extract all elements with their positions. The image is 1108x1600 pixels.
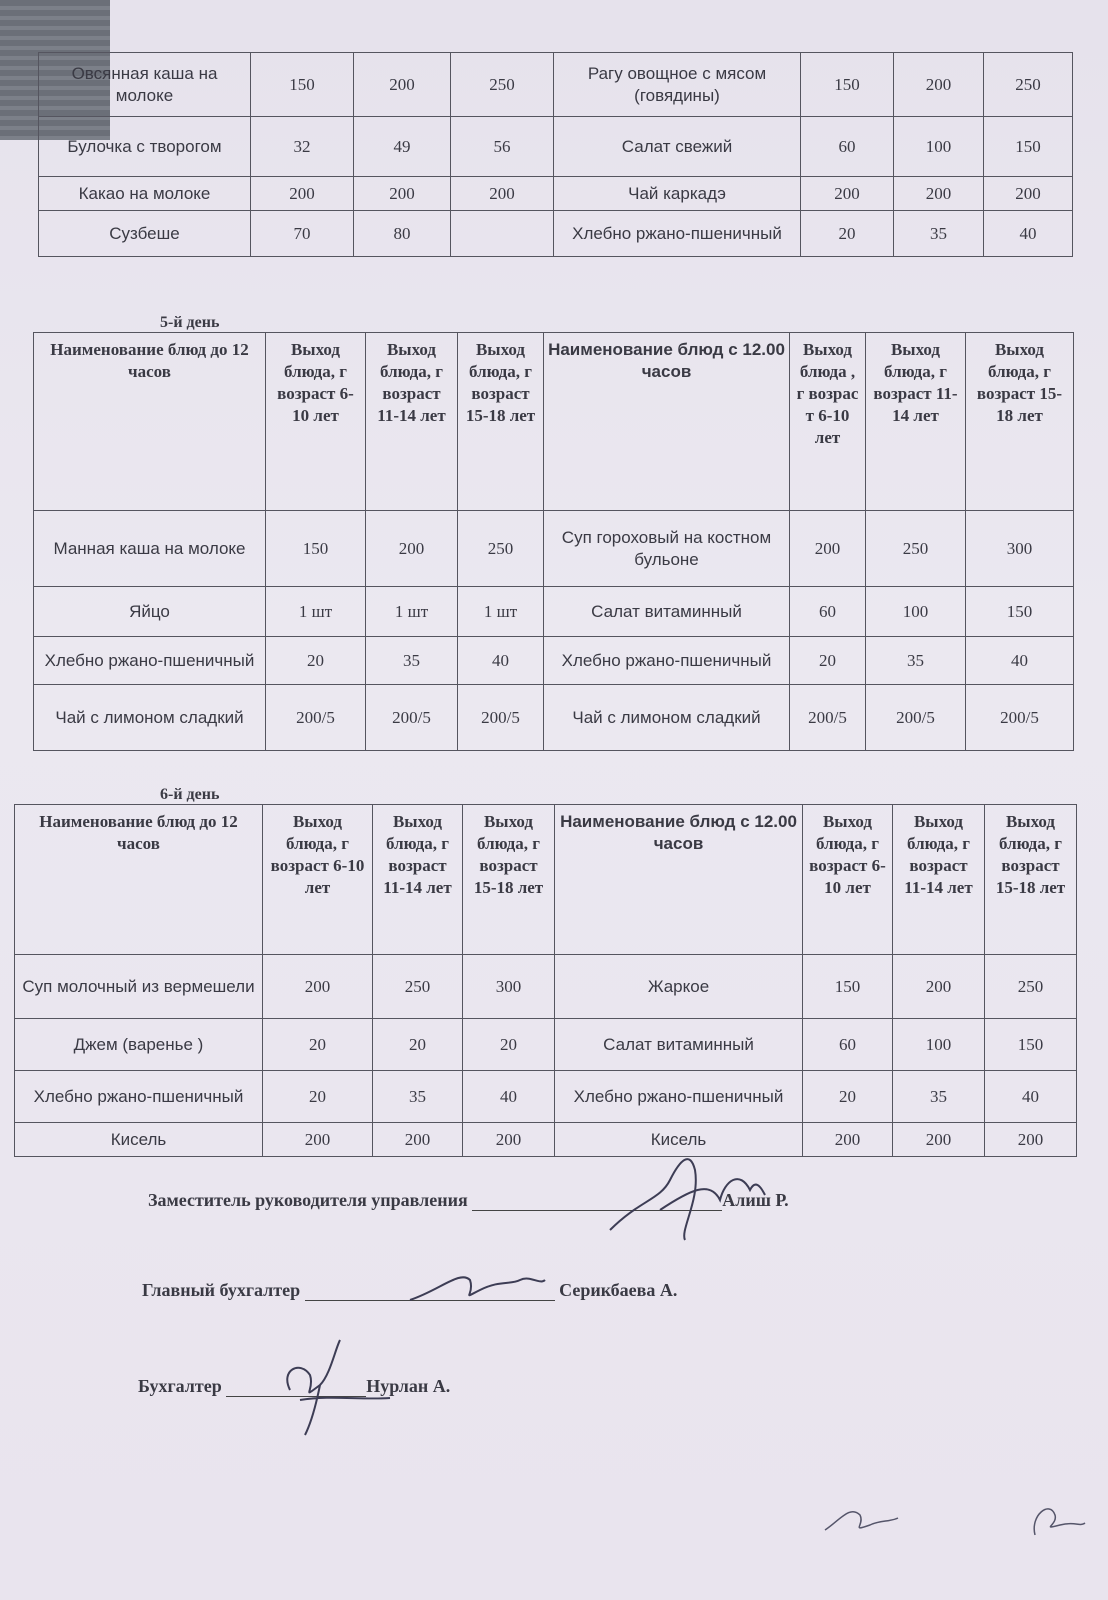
yield-cell: 100 — [866, 587, 966, 637]
yield-cell: 150 — [984, 117, 1073, 177]
yield-cell: 56 — [451, 117, 554, 177]
day5-row — [34, 511, 1074, 587]
yield-cell: 20 — [803, 1071, 893, 1123]
yield-cell: 40 — [463, 1071, 555, 1123]
day5-table — [33, 332, 1074, 751]
header-dish-afternoon: Наименование блюд с 12.00 часов — [555, 805, 803, 955]
dish-name-cell: Хлебно ржано-пшеничный — [554, 211, 801, 257]
chief-name: Серикбаева А. — [559, 1280, 678, 1300]
yield-cell: 20 — [790, 637, 866, 685]
dish-name-cell: Хлебно ржано-пшеничный — [15, 1071, 263, 1123]
yield-cell: 1 шт — [366, 587, 458, 637]
initials-mark-2 — [1020, 1495, 1090, 1540]
yield-cell: 35 — [373, 1071, 463, 1123]
dish-name-cell: Кисель — [15, 1123, 263, 1157]
header-yield-11-14: Выход блюда, г возраст 11-14 лет — [373, 805, 463, 955]
yield-cell: 250 — [985, 955, 1077, 1019]
yield-cell: 200 — [893, 955, 985, 1019]
yield-cell: 300 — [966, 511, 1074, 587]
yield-cell: 200/5 — [966, 685, 1074, 751]
yield-cell: 250 — [451, 53, 554, 117]
yield-cell: 200 — [790, 511, 866, 587]
yield-cell: 60 — [803, 1019, 893, 1071]
yield-cell: 200 — [263, 955, 373, 1019]
top-table — [38, 52, 1073, 257]
dish-name-cell: Салат витаминный — [555, 1019, 803, 1071]
day6-row — [15, 1071, 1077, 1123]
header-yield-11-14-pm: Выход блюда, г возраст 11-14 лет — [893, 805, 985, 955]
yield-cell: 35 — [894, 211, 984, 257]
yield-cell: 200 — [463, 1123, 555, 1157]
header-yield-6-10-pm: Выход блюда , г возрас т 6-10 лет — [790, 333, 866, 511]
yield-cell: 20 — [263, 1019, 373, 1071]
yield-cell: 35 — [893, 1071, 985, 1123]
dish-name-cell: Булочка с творогом — [39, 117, 251, 177]
header-yield-15-18-pm: Выход блюда, г возраст 15-18 лет — [966, 333, 1074, 511]
chief-title: Главный бухгалтер — [142, 1280, 301, 1300]
yield-cell: 150 — [966, 587, 1074, 637]
dish-name-cell: Манная каша на молоке — [34, 511, 266, 587]
dish-name-cell: Хлебно ржано-пшеничный — [544, 637, 790, 685]
header-yield-15-18: Выход блюда, г возраст 15-18 лет — [458, 333, 544, 511]
yield-cell: 250 — [984, 53, 1073, 117]
header-yield-6-10: Выход блюда, г возраст 6-10 лет — [263, 805, 373, 955]
yield-cell: 200/5 — [366, 685, 458, 751]
yield-cell: 200 — [366, 511, 458, 587]
yield-cell: 80 — [354, 211, 451, 257]
yield-cell: 200 — [801, 177, 894, 211]
yield-cell: 200/5 — [266, 685, 366, 751]
yield-cell: 200 — [263, 1123, 373, 1157]
yield-cell: 40 — [985, 1071, 1077, 1123]
yield-cell: 60 — [801, 117, 894, 177]
yield-cell: 200 — [354, 177, 451, 211]
yield-cell: 49 — [354, 117, 451, 177]
dish-name-cell: Жаркое — [555, 955, 803, 1019]
chief-signature-mark — [400, 1260, 550, 1310]
yield-cell: 32 — [251, 117, 354, 177]
yield-cell: 20 — [373, 1019, 463, 1071]
day5-row — [34, 637, 1074, 685]
yield-cell: 200 — [984, 177, 1073, 211]
dish-name-cell: Какао на молоке — [39, 177, 251, 211]
yield-cell: 200 — [251, 177, 354, 211]
dish-name-cell: Хлебно ржано-пшеничный — [555, 1071, 803, 1123]
yield-cell: 20 — [266, 637, 366, 685]
yield-cell: 200 — [373, 1123, 463, 1157]
yield-cell: 35 — [866, 637, 966, 685]
day5-row — [34, 587, 1074, 637]
yield-cell: 250 — [373, 955, 463, 1019]
accountant-signature-mark — [260, 1330, 400, 1440]
yield-cell: 250 — [866, 511, 966, 587]
deputy-title: Заместитель руководителя управления — [148, 1190, 468, 1210]
dish-name-cell: Чай каркадэ — [554, 177, 801, 211]
yield-cell: 150 — [803, 955, 893, 1019]
yield-cell: 100 — [894, 117, 984, 177]
top-row — [39, 53, 1073, 117]
yield-cell: 1 шт — [458, 587, 544, 637]
dish-name-cell: Суп молочный из вермешели — [15, 955, 263, 1019]
yield-cell: 40 — [966, 637, 1074, 685]
dish-name-cell: Салат витаминный — [544, 587, 790, 637]
dish-name-cell: Рагу овощное с мясом (говядины) — [554, 53, 801, 117]
day6-table — [14, 804, 1077, 1157]
day5-title: 5-й день — [160, 314, 220, 331]
dish-name-cell: Салат свежий — [554, 117, 801, 177]
dish-name-cell: Чай с лимоном сладкий — [544, 685, 790, 751]
deputy-signature-mark — [600, 1140, 780, 1250]
yield-cell: 20 — [463, 1019, 555, 1071]
deputy-name: Алиш Р. — [722, 1190, 789, 1210]
yield-cell: 200 — [894, 53, 984, 117]
header-dish-morning: Наименование блюд до 12 часов — [15, 805, 263, 955]
dish-name-cell: Джем (варенье ) — [15, 1019, 263, 1071]
yield-cell: 40 — [458, 637, 544, 685]
header-yield-11-14: Выход блюда, г возраст 11-14 лет — [366, 333, 458, 511]
dish-name-cell: Овсянная каша на молоке — [39, 53, 251, 117]
yield-cell — [451, 211, 554, 257]
yield-cell: 20 — [801, 211, 894, 257]
yield-cell: 150 — [801, 53, 894, 117]
header-yield-6-10-pm: Выход блюда, г возраст 6-10 лет — [803, 805, 893, 955]
day6-title: 6-й день — [160, 786, 220, 803]
yield-cell: 200/5 — [458, 685, 544, 751]
yield-cell: 200 — [803, 1123, 893, 1157]
yield-cell: 200/5 — [790, 685, 866, 751]
header-yield-11-14-pm: Выход блюда, г возраст 11-14 лет — [866, 333, 966, 511]
acct-title: Бухгалтер — [138, 1376, 222, 1396]
acct-name: Нурлан А. — [366, 1376, 451, 1396]
yield-cell: 300 — [463, 955, 555, 1019]
yield-cell: 35 — [366, 637, 458, 685]
header-yield-15-18-pm: Выход блюда, г возраст 15-18 лет — [985, 805, 1077, 955]
yield-cell: 150 — [251, 53, 354, 117]
day6-row — [15, 955, 1077, 1019]
yield-cell: 200 — [451, 177, 554, 211]
yield-cell: 150 — [985, 1019, 1077, 1071]
dish-name-cell: Суп гороховый на костном бульоне — [544, 511, 790, 587]
yield-cell: 40 — [984, 211, 1073, 257]
yield-cell: 200 — [894, 177, 984, 211]
yield-cell: 200 — [893, 1123, 985, 1157]
yield-cell: 70 — [251, 211, 354, 257]
dish-name-cell: Хлебно ржано-пшеничный — [34, 637, 266, 685]
yield-cell: 100 — [893, 1019, 985, 1071]
yield-cell: 250 — [458, 511, 544, 587]
header-dish-afternoon: Наименование блюд с 12.00 часов — [544, 333, 790, 511]
top-row — [39, 177, 1073, 211]
yield-cell: 200/5 — [866, 685, 966, 751]
dish-name-cell: Чай с лимоном сладкий — [34, 685, 266, 751]
header-yield-6-10: Выход блюда, г возраст 6-10 лет — [266, 333, 366, 511]
top-row — [39, 211, 1073, 257]
yield-cell: 1 шт — [266, 587, 366, 637]
yield-cell: 20 — [263, 1071, 373, 1123]
day6-row — [15, 1123, 1077, 1157]
top-row — [39, 117, 1073, 177]
dish-name-cell: Сузбеше — [39, 211, 251, 257]
dish-name-cell: Яйцо — [34, 587, 266, 637]
dish-name-cell: Кисель — [555, 1123, 803, 1157]
header-dish-morning: Наименование блюд до 12 часов — [34, 333, 266, 511]
yield-cell: 200 — [354, 53, 451, 117]
day5-row — [34, 685, 1074, 751]
yield-cell: 150 — [266, 511, 366, 587]
day6-row — [15, 1019, 1077, 1071]
yield-cell: 60 — [790, 587, 866, 637]
initials-mark — [820, 1500, 900, 1540]
header-yield-15-18: Выход блюда, г возраст 15-18 лет — [463, 805, 555, 955]
yield-cell: 200 — [985, 1123, 1077, 1157]
